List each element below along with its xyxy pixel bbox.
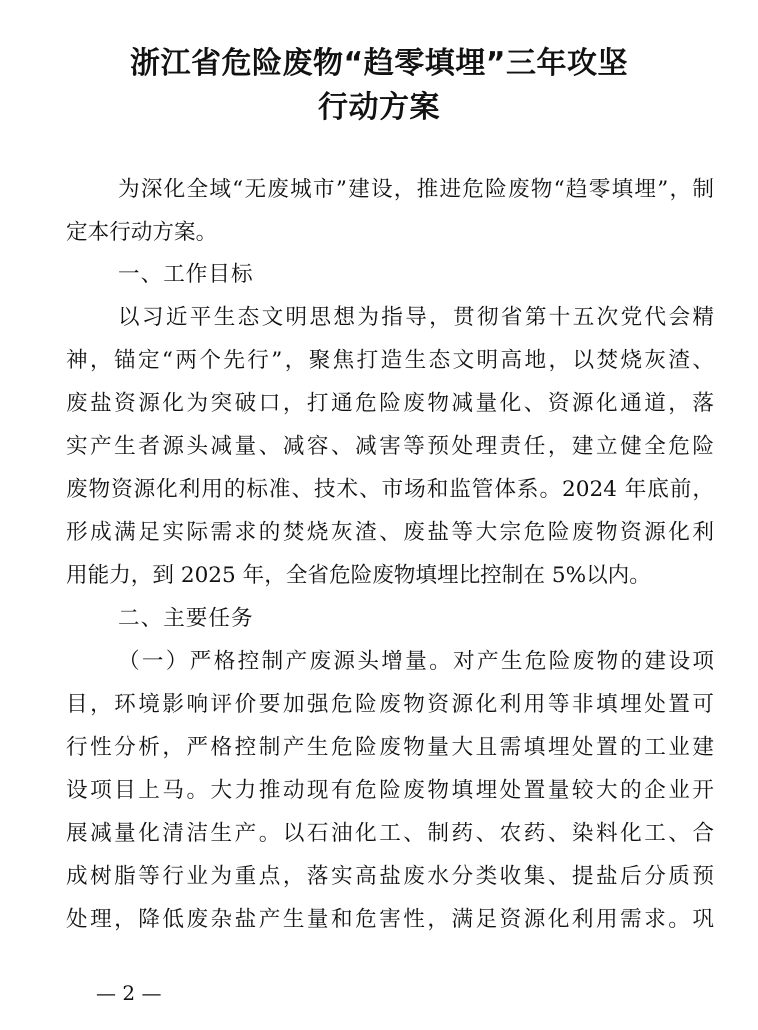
document-title-line-2: 行动方案 <box>318 90 440 125</box>
tasks-paragraph-line: 目，环境影响评价要加强危险废物资源化利用等非填埋处置可 <box>66 692 714 717</box>
intro-paragraph-line: 为深化全域“无废城市”建设，推进危险废物“趋零填埋”，制 <box>118 177 714 202</box>
goals-paragraph-line: 废物资源化利用的标准、技术、市场和监管体系。2024 年底前， <box>66 477 714 502</box>
goals-paragraph-line: 形成满足实际需求的焚烧灰渣、废盐等大宗危险废物资源化利 <box>66 520 714 545</box>
document-title-line-1: 浙江省危险废物“趋零填埋”三年攻坚 <box>130 46 628 81</box>
tasks-paragraph-line: 设项目上马。大力推动现有危险废物填埋处置量较大的企业开 <box>66 778 714 803</box>
goals-paragraph-line: 用能力，到 2025 年，全省危险废物填埋比控制在 5%以内。 <box>66 563 651 588</box>
section-heading-work-goals: 一、工作目标 <box>118 262 254 287</box>
page-number: — 2 — <box>96 981 162 1005</box>
goals-paragraph-line: 神，锚定“两个先行”，聚焦打造生态文明高地，以焚烧灰渣、 <box>66 348 714 373</box>
intro-paragraph-line: 定本行动方案。 <box>66 220 218 245</box>
tasks-paragraph-line: 行性分析，严格控制产生危险废物量大且需填埋处置的工业建 <box>66 735 714 760</box>
tasks-paragraph-line: 展减量化清洁生产。以石油化工、制药、农药、染料化工、合 <box>66 821 714 846</box>
section-heading-main-tasks: 二、主要任务 <box>118 606 254 631</box>
goals-paragraph-line: 以习近平生态文明思想为指导，贯彻省第十五次党代会精 <box>118 305 714 330</box>
tasks-paragraph-line: 处理，降低废杂盐产生量和危害性，满足资源化利用需求。巩 <box>66 907 714 932</box>
goals-paragraph-line: 废盐资源化为突破口，打通危险废物减量化、资源化通道，落 <box>66 391 714 416</box>
goals-paragraph-line: 实产生者源头减量、减容、减害等预处理责任，建立健全危险 <box>66 434 714 459</box>
tasks-paragraph-line: 成树脂等行业为重点，落实高盐废水分类收集、提盐后分质预 <box>66 864 714 889</box>
tasks-paragraph-line: （一）严格控制产废源头增量。对产生危险废物的建设项 <box>118 649 714 674</box>
